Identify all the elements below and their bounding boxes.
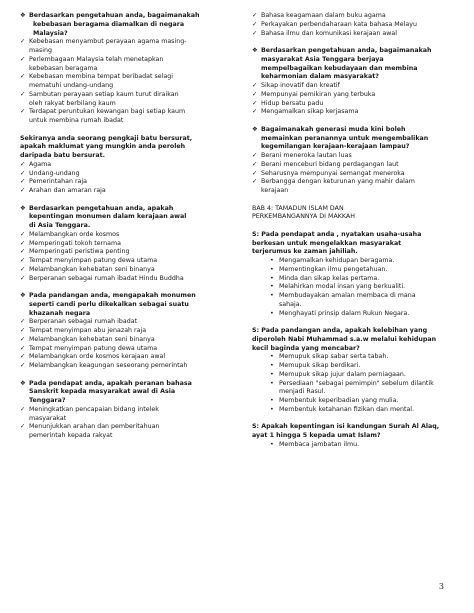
check-icon: ✓ <box>20 265 26 273</box>
answer-item: ✓ Memperingati peristiwa penting <box>20 248 130 256</box>
check-icon: ✓ <box>252 29 258 37</box>
answer-item: ✓ Mempunyai pemikiran yang terbuka <box>252 90 376 98</box>
answer-item: ✓ Berbangga dengan keturunan yang mahir dalam kerajaan <box>252 178 415 194</box>
check-icon: ✓ <box>20 90 26 98</box>
question-3: ❖ Berdasarkan pengetahuan anda, apakah kepentingan monumen dalam kerajaan awal di Asia Tenggara. <box>20 204 187 229</box>
check-icon: ✓ <box>20 239 26 247</box>
answer-item: ✓ Undang-undang <box>20 169 80 177</box>
check-icon: ✓ <box>252 178 258 186</box>
bullet-icon: • <box>270 362 274 369</box>
left-column <box>20 12 238 441</box>
question-s3: S: Apakah kepentingan isi kandungan Surah Al Alaq, ayat 1 hingga 5 kepada umat Islam? <box>252 423 440 439</box>
answer-item: ✓ Melambangkan kehebatan seni binanya <box>20 335 155 343</box>
check-icon: ✓ <box>20 344 26 352</box>
answer-item: ✓ Bahasa keagamaan dalam buku agama <box>252 12 386 19</box>
bullet-item: • Membentuk ketahanan fizikan dan mental. <box>270 405 415 413</box>
check-icon: ✓ <box>20 160 26 168</box>
answer-item: ✓ Mengamalkan sikap kerjasama <box>252 108 359 116</box>
answer-item: ✓ Perkayakan perbendaharaan kata bahasa Melayu <box>252 20 417 28</box>
check-icon: ✓ <box>20 274 26 282</box>
check-icon: ✓ <box>20 73 26 81</box>
bullet-item: • Membentuk keperibadian yang mulia. <box>270 397 399 404</box>
check-icon: ✓ <box>252 99 258 107</box>
answer-item: ✓ Arahan dan amaran raja <box>20 187 106 194</box>
check-icon: ✓ <box>20 362 26 369</box>
answer-item: ✓ Memperingati tokoh ternama <box>20 239 121 247</box>
answer-item: ✓ Kebebasan menyambut perayaan agama masing- masing <box>20 38 187 54</box>
check-icon: ✓ <box>20 405 26 413</box>
diamond-bullet-icon: ❖ <box>20 12 26 19</box>
page-number: 3 <box>438 582 444 591</box>
bullet-item: • Menghayati prinsip dalam Rukun Negara. <box>270 309 410 317</box>
answer-item: ✓ Seharusnya mempunyai semangat meneroka <box>252 169 405 177</box>
check-icon: ✓ <box>20 327 26 334</box>
bullet-item: • Persediaan "sebagai pemimpin" sebelum dilantik menjadi Rasul. <box>270 379 434 396</box>
answer-item: ✓ Melambangkan orde kosmos <box>20 230 120 238</box>
check-icon: ✓ <box>20 423 26 431</box>
question-s1: S: Pada pendapat anda , nyatakan usaha-usaha berkesan untuk mengelakkan masyarakat terjerumus ke zaman jahiliah. <box>252 230 422 256</box>
answer-item: ✓ Tempat menyimpan patung dewa utama <box>20 257 158 264</box>
bullet-icon: • <box>270 292 274 299</box>
answer-item: ✓ Berani meneroka lautan luas <box>252 152 352 159</box>
check-icon: ✓ <box>20 248 26 256</box>
check-icon: ✓ <box>20 169 26 177</box>
check-icon: ✓ <box>252 82 258 89</box>
answer-item: ✓ Berani menceburi bidang perdagangan laut <box>252 160 399 168</box>
check-icon: ✓ <box>20 38 26 46</box>
answer-item: ✓ Melambangkan orde kosmos kerajaan awal <box>20 353 166 361</box>
check-icon: ✓ <box>252 152 258 159</box>
bullet-icon: • <box>270 309 274 317</box>
bullet-icon: • <box>270 440 274 448</box>
check-icon: ✓ <box>20 318 26 326</box>
answer-item: ✓ Perlembagaan Malaysia telah menetapkan kebebasan beragama <box>20 55 164 72</box>
bullet-item: • Memupuk sikap jujur dalam perniagaan. <box>270 370 406 378</box>
bullet-icon: • <box>270 405 274 413</box>
bullet-icon: • <box>270 397 274 404</box>
bullet-item: • Minda dan sikap kelas pertama. <box>270 274 380 282</box>
right-column <box>252 12 470 450</box>
question-s2: S: Pada pandangan anda, apakah kelebihan yang diperoleh Nabi Muhammad s.a.w melalui kehidupan kecil baginda yang mencabar? <box>252 327 437 352</box>
check-icon: ✓ <box>20 335 26 343</box>
diamond-bullet-icon: ❖ <box>20 292 26 299</box>
bullet-item: • Memupuk sikap berdikari. <box>270 362 361 369</box>
answer-item: ✓ Berperanan sebagai rumah ibadat Hindu Buddha <box>20 274 184 282</box>
check-icon: ✓ <box>20 353 26 361</box>
check-icon: ✓ <box>20 187 26 194</box>
question-2: Sekiranya anda seorang pengkaji batu bersurat, apakah maklumat yang mungkin anda peroleh daripada batu bersurat. <box>20 134 193 159</box>
answer-item: ✓ Melambangkan kehebatan seni binanya <box>20 265 155 273</box>
chapter-heading: BAB 4: TAMADUN ISLAM DAN PERKEMBANGANNYA DI MAKKAH <box>252 204 355 221</box>
bullet-item: • Mengamalkan kehidupan beragama. <box>270 257 395 264</box>
bullet-item: • Mementingkan ilmu pengetahuan. <box>270 265 388 273</box>
bullet-item: • Memupuk sikap sabar serta tabah. <box>270 353 389 361</box>
bullet-item: • Membudayakan amalan membaca di mana sahaja. <box>270 292 416 308</box>
check-icon: ✓ <box>252 20 258 28</box>
question-5: ❖ Pada pendapat anda, apakah peranan bahasa Sanskrit kepada masyarakat awal di Asia Tenggara? <box>20 379 192 404</box>
bullet-icon: • <box>270 370 274 378</box>
check-icon: ✓ <box>252 90 258 98</box>
bullet-icon: • <box>270 265 274 273</box>
bullet-icon: • <box>270 353 274 361</box>
check-icon: ✓ <box>252 108 258 116</box>
check-icon: ✓ <box>20 178 26 186</box>
answer-item: ✓ Hidup bersatu padu <box>252 99 324 107</box>
answer-item: ✓ Sambutan perayaan setiap kaum turut diraikan oleh rakyat berbilang kaum <box>20 90 179 107</box>
check-icon: ✓ <box>20 108 26 116</box>
diamond-bullet-icon: ❖ <box>20 379 26 387</box>
question-6: ❖ Berdasarkan pengetahuan anda, bagaimanakah masyarakat Asia Tenggara berjaya mempelbagaikan kebudayaan dan membina keharmonian dalam masyarakat? <box>252 47 432 81</box>
answer-item: ✓ Melambangkan keagungan seseorang pemerintah <box>20 362 188 369</box>
diamond-bullet-icon: ❖ <box>20 204 26 212</box>
question-4: ❖ Pada pandangan anda, mengapakah monumen seperti candi perlu dikekalkan sebagai suatu khazanah negara <box>20 292 196 317</box>
answer-item: ✓ Kebebasan membina tempat beribadat selagi mematuhi undang-undang <box>20 73 173 89</box>
answer-item: ✓ Meningkatkan pencapaian bidang intelek masyarakat <box>20 405 159 422</box>
answer-item: ✓ Pemerintahan raja <box>20 178 88 186</box>
answer-item: ✓ Sikap inovatif dan kreatif <box>252 82 340 89</box>
bullet-icon: • <box>270 283 274 291</box>
bullet-item: • Membaca jambatan ilmu. <box>270 440 360 448</box>
question-7: ❖ Bagaimanakah generasi muda kini boleh memainkan peranannya untuk mengembalikan kegemilangan kerajaan-kerajaan lampau? <box>252 125 429 151</box>
answer-item: ✓ Agama <box>20 160 52 168</box>
check-icon: ✓ <box>20 230 26 238</box>
check-icon: ✓ <box>20 55 26 63</box>
diamond-bullet-icon: ❖ <box>252 47 258 54</box>
answer-item: ✓ Tempat menyimpan abu jenazah raja <box>20 327 147 334</box>
answer-item: ✓ Tempat menyimpan patung dewa utama <box>20 344 158 352</box>
diamond-bullet-icon: ❖ <box>252 125 258 133</box>
check-icon: ✓ <box>252 160 258 168</box>
check-icon: ✓ <box>252 169 258 177</box>
check-icon: ✓ <box>20 257 26 264</box>
answer-item: ✓ Bahasa ilmu dan komunikasi kerajaan awal <box>252 29 398 37</box>
answer-item: ✓ Berperanan sebagai rumah ibadat <box>20 318 138 326</box>
answer-item: ✓ Menunjukkan arahan dan pemberitahuan pemerintah kepada rakyat <box>20 423 160 439</box>
bullet-icon: • <box>270 379 274 387</box>
check-icon: ✓ <box>252 12 258 19</box>
bullet-icon: • <box>270 257 274 264</box>
bullet-item: • Melahirkan modal insan yang berkualiti. <box>270 283 406 291</box>
question-1: ❖ Berdasarkan pengetahuan anda, bagaimanakah kebebasan beragama diamalkan di negara Malaysia? <box>20 12 200 37</box>
answer-item: ✓ Terdapat peruntukan kewangan bagi setiap kaum untuk membina rumah ibadat <box>20 108 186 124</box>
bullet-icon: • <box>270 274 274 282</box>
